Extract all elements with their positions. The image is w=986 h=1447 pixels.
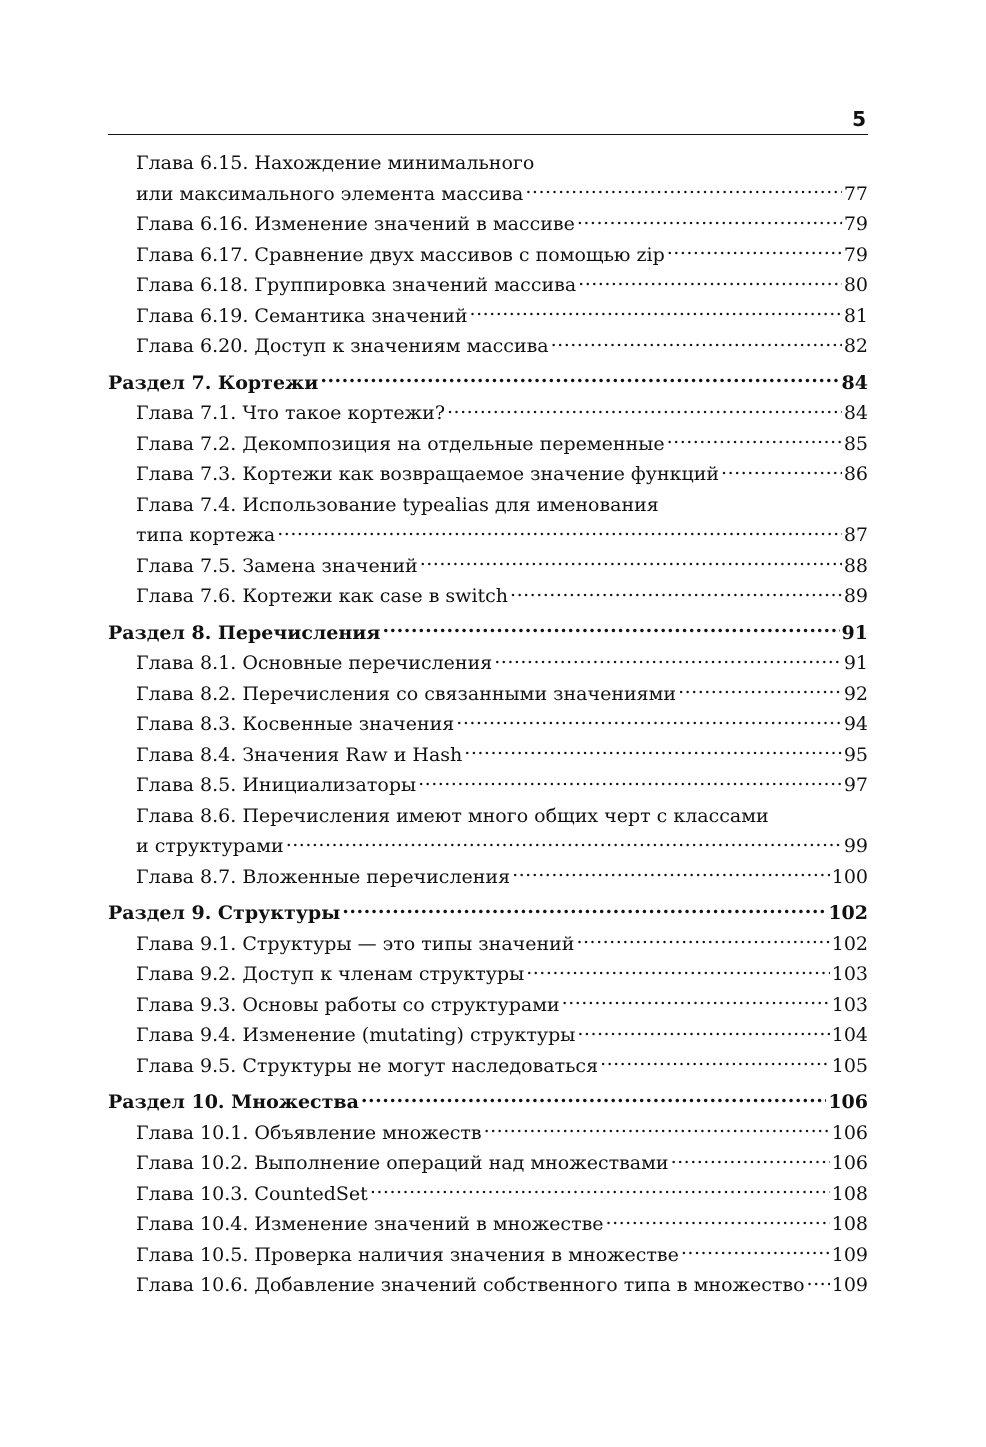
toc-part-page: 102 (828, 902, 868, 924)
toc-part-title: Раздел 9. Структуры (108, 902, 341, 924)
toc-entry-page: 106 (831, 1121, 868, 1144)
dot-leader (420, 553, 842, 572)
dot-leader (286, 833, 842, 852)
toc-chapter-entry (108, 740, 868, 771)
toc-entry-page: 87 (843, 524, 868, 546)
toc-entry-title: Глава 10.6. Добавление значений собственного типа в множество (136, 1274, 805, 1296)
dot-leader (320, 370, 839, 389)
toc-entry-page: 81 (843, 304, 868, 327)
toc-chapter-entry (108, 581, 868, 612)
toc-part-page: 84 (841, 371, 868, 394)
toc-entry-page: 85 (843, 432, 868, 455)
toc-entry-page: 89 (843, 585, 868, 607)
toc-entry-page: 80 (843, 274, 868, 296)
toc-chapter-entry (108, 331, 868, 362)
toc-entry-page: 94 (843, 713, 868, 735)
dot-leader (456, 711, 842, 730)
toc-entry-page: 92 (843, 682, 868, 705)
dot-leader (671, 1150, 830, 1169)
toc-entry-title: Глава 8.4. Значения Raw и Hash (136, 743, 463, 766)
toc-entry-title: Глава 7.2. Декомпозиция на отдельные переменные (136, 432, 665, 455)
toc-entry-page: 105 (831, 1054, 868, 1077)
toc-entry-page: 95 (843, 743, 868, 766)
toc-entry-title: Глава 10.2. Выполнение операций над множествами (136, 1152, 669, 1174)
dot-leader (678, 681, 842, 700)
toc-entry-page: 104 (831, 1024, 868, 1046)
dot-leader (606, 1211, 830, 1230)
toc-chapter-entry (108, 398, 868, 429)
toc-chapter-entry (108, 148, 868, 209)
dot-leader (526, 961, 830, 980)
dot-leader (464, 742, 842, 761)
dot-leader (512, 864, 830, 883)
toc-entry-title: Глава 9.5. Структуры не могут наследоваться (136, 1054, 599, 1077)
toc-chapter-entry (108, 801, 868, 862)
dot-leader (577, 1022, 829, 1041)
toc-entry-title: или максимального элемента массива (136, 182, 524, 205)
dot-leader (525, 181, 841, 200)
toc-entry-page: 88 (843, 554, 868, 577)
toc-entry-page: 84 (843, 402, 868, 424)
dot-leader (510, 583, 842, 602)
dot-leader (277, 522, 842, 541)
toc-section-9 (108, 898, 868, 1081)
toc-entry-title: Глава 9.1. Структуры — это типы значений (136, 932, 575, 955)
toc-chapter-entry (108, 1240, 868, 1271)
toc-chapter-entry (108, 1270, 868, 1301)
toc-section-8 (108, 618, 868, 893)
toc-entry-title: Глава 8.2. Перечисления со связанными значениями (136, 682, 677, 705)
toc-part-page: 106 (828, 1091, 868, 1113)
toc-entry-page: 106 (831, 1152, 868, 1174)
toc-chapter-entry (108, 1209, 868, 1240)
toc-entry-page: 97 (843, 774, 868, 796)
running-header (108, 104, 868, 135)
toc-chapter-entry (108, 990, 868, 1021)
toc-entry-page: 109 (831, 1243, 868, 1266)
toc-chapter-entry (108, 929, 868, 960)
dot-leader (681, 1242, 830, 1261)
toc-section-10 (108, 1087, 868, 1301)
toc-entry-title: Глава 6.16. Изменение значений в массиве (136, 213, 575, 235)
toc-entry-title: Глава 7.5. Замена значений (136, 554, 418, 577)
dot-leader (562, 992, 830, 1011)
toc-chapter-entry (108, 1051, 868, 1082)
dot-leader (470, 303, 842, 322)
toc-chapter-entry (108, 770, 868, 801)
toc-part-title: Раздел 7. Кортежи (108, 371, 319, 394)
toc-chapter-entry (108, 490, 868, 551)
toc-entry-title: и структурами (136, 835, 284, 857)
table-of-contents (108, 148, 868, 1303)
toc-entry-page: 108 (831, 1182, 868, 1205)
dot-leader (578, 272, 842, 291)
dot-leader (576, 931, 829, 950)
toc-entry-page: 109 (831, 1274, 868, 1296)
toc-entry-title: Глава 8.3. Косвенные значения (136, 713, 455, 735)
toc-entry-title: Глава 6.18. Группировка значений массива (136, 274, 577, 296)
toc-chapter-entry (108, 270, 868, 301)
toc-part-entry (108, 1087, 868, 1118)
toc-entry-page: 100 (831, 865, 868, 888)
toc-entry-page: 102 (831, 932, 868, 955)
dot-leader (447, 400, 842, 419)
toc-part-entry (108, 618, 868, 649)
toc-entry-title: Глава 7.6. Кортежи как case в switch (136, 585, 509, 607)
toc-entry-title: Глава 8.7. Вложенные перечисления (136, 865, 511, 888)
dot-leader (551, 333, 842, 352)
dot-leader (342, 900, 826, 919)
toc-entry-first-line: Глава 8.6. Перечисления имеют много общих черт с классами (136, 804, 769, 827)
toc-entry-page: 103 (831, 963, 868, 985)
dot-leader (667, 431, 842, 450)
toc-chapter-entry (108, 1179, 868, 1210)
toc-part-title: Раздел 8. Перечисления (108, 621, 381, 644)
toc-entry-title: Глава 9.3. Основы работы со структурами (136, 993, 560, 1016)
page-number: 5 (852, 107, 866, 131)
dot-leader (382, 620, 839, 639)
toc-entry-title: Глава 9.4. Изменение (mutating) структуры (136, 1024, 576, 1046)
toc-section-7 (108, 368, 868, 612)
toc-entry-title: Глава 10.1. Объявление множеств (136, 1121, 482, 1144)
toc-entry-title: Глава 9.2. Доступ к членам структуры (136, 963, 525, 985)
book-page (108, 0, 868, 1447)
toc-entry-page: 82 (843, 335, 868, 357)
toc-chapter-entry (108, 679, 868, 710)
toc-chapter-entry (108, 959, 868, 990)
toc-entry-page: 79 (843, 243, 868, 266)
toc-entry-page: 79 (843, 213, 868, 235)
toc-chapter-entry (108, 459, 868, 490)
toc-chapter-entry (108, 862, 868, 893)
toc-chapter-entry (108, 648, 868, 679)
toc-entry-title: Глава 10.5. Проверка наличия значения в множестве (136, 1243, 679, 1266)
toc-entry-title: типа кортежа (136, 524, 276, 546)
toc-chapter-entry (108, 209, 868, 240)
toc-entry-first-line: Глава 7.4. Использование typealias для именования (136, 493, 659, 516)
toc-chapter-entry (108, 1118, 868, 1149)
toc-entry-title: Глава 6.17. Сравнение двух массивов с помощью zip (136, 243, 665, 266)
toc-entry-page: 108 (831, 1213, 868, 1235)
toc-entry-title: Глава 8.5. Инициализаторы (136, 774, 417, 796)
dot-leader (484, 1120, 830, 1139)
toc-entry-title: Глава 7.1. Что такое кортежи? (136, 402, 446, 424)
toc-entry-page: 99 (843, 835, 868, 857)
toc-part-entry (108, 368, 868, 399)
dot-leader (600, 1053, 830, 1072)
toc-chapter-entry (108, 240, 868, 271)
toc-entry-page: 91 (843, 652, 868, 674)
toc-chapter-entry (108, 429, 868, 460)
toc-entry-title: Глава 8.1. Основные перечисления (136, 652, 493, 674)
toc-entry-page: 86 (843, 463, 868, 485)
toc-entry-page: 77 (843, 182, 868, 205)
dot-leader (721, 461, 842, 480)
dot-leader (361, 1089, 826, 1108)
dot-leader (494, 650, 842, 669)
toc-entry-title: Глава 6.20. Доступ к значениям массива (136, 335, 549, 357)
dot-leader (370, 1181, 830, 1200)
toc-chapter-entry (108, 1020, 868, 1051)
toc-chapter-entry (108, 301, 868, 332)
toc-entry-title: Глава 10.4. Изменение значений в множестве (136, 1213, 604, 1235)
toc-chapter-entry (108, 709, 868, 740)
dot-leader (807, 1272, 830, 1291)
dot-leader (577, 211, 842, 230)
toc-chapter-entry (108, 551, 868, 582)
toc-part-page: 91 (841, 621, 868, 644)
toc-entry-title: Глава 7.3. Кортежи как возвращаемое значение функций (136, 463, 720, 485)
toc-entry-title: Глава 10.3. CountedSet (136, 1182, 368, 1205)
toc-continuation-section (108, 148, 868, 362)
toc-part-entry (108, 898, 868, 929)
toc-chapter-entry (108, 1148, 868, 1179)
dot-leader (418, 772, 842, 791)
dot-leader (667, 242, 842, 261)
toc-part-title: Раздел 10. Множества (108, 1091, 359, 1113)
toc-entry-page: 103 (831, 993, 868, 1016)
toc-entry-first-line: Глава 6.15. Нахождение минимального (136, 152, 535, 174)
toc-entry-title: Глава 6.19. Семантика значений (136, 304, 468, 327)
